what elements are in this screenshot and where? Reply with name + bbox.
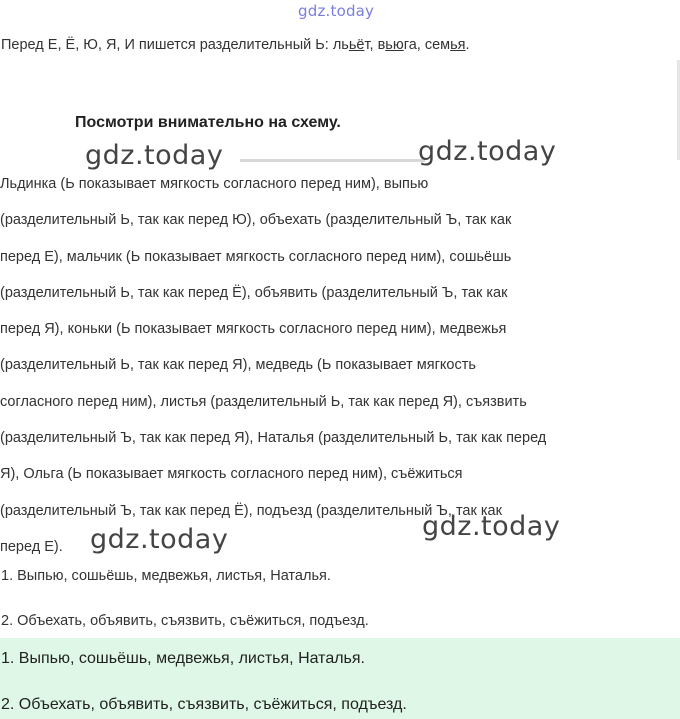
explanation-line: (разделительный Ь, так как перед Я), медведь (Ь показывает мягкость xyxy=(0,357,476,374)
explanation-line: согласного перед ним), листья (разделительный Ь, так как перед Я), съязвить xyxy=(0,393,527,410)
rule-text: Перед Е, Ё, Ю, Я, И пишется разделительный Ь: xyxy=(1,37,333,53)
explanation-line: перед Я), коньки (Ь показывает мягкость согласного перед ним), медвежья xyxy=(0,321,507,338)
explanation-line: (разделительный Ъ, так как перед Ё), подъезд (разделительный Ъ, так как xyxy=(0,502,502,519)
example-1: лььёт xyxy=(332,37,370,53)
watermark: gdz.today xyxy=(85,140,224,171)
answer-line-2: 2. Объехать, объявить, съязвить, съёжиться, подъезд. xyxy=(1,613,369,629)
scheme-title: Посмотри внимательно на схему. xyxy=(75,114,341,131)
explanation-line: перед Е). xyxy=(0,538,63,555)
scheme-image-line xyxy=(240,159,425,162)
highlighted-answers xyxy=(0,638,680,719)
explanation-line: Льдинка (Ь показывает мягкость согласного перед ним), выпью xyxy=(0,176,429,192)
example-3: семья xyxy=(424,37,466,53)
watermark: gdz.today xyxy=(418,136,557,167)
rule-sentence: Перед Е, Ё, Ю, Я, И пишется разделительный Ь: лььёт, вьюга, семья. xyxy=(1,37,470,53)
explanation-line: Я), Ольга (Ь показывает мягкость согласного перед ним), съёжиться xyxy=(0,466,463,483)
explanation-line: перед Е), мальчик (Ь показывает мягкость согласного перед ним), сошьёшь xyxy=(0,248,512,265)
explanation-line: (разделительный Ь, так как перед Ю), объехать (разделительный Ъ, так как xyxy=(0,212,512,229)
watermark: gdz.today xyxy=(90,524,229,555)
green-answer-line-1: 1. Выпью, сошьёшь, медвежья, листья, Наталья. xyxy=(1,650,365,667)
answer-line-1: 1. Выпью, сошьёшь, медвежья, листья, Наталья. xyxy=(1,568,331,584)
explanation-line: (разделительный Ъ, так как перед Я), Наталья (разделительный Ь, так как перед xyxy=(0,430,547,447)
explanation-line: (разделительный Ь, так как перед Ё), объявить (разделительный Ъ, так как xyxy=(0,284,508,301)
watermark: gdz.today xyxy=(422,511,561,542)
explanation-paragraph xyxy=(0,166,680,565)
example-2: вьюга xyxy=(377,37,417,53)
green-answer-line-2: 2. Объехать, объявить, съязвить, съёжиться, подъезд. xyxy=(1,696,407,713)
watermark-top: gdz.today xyxy=(298,2,375,20)
